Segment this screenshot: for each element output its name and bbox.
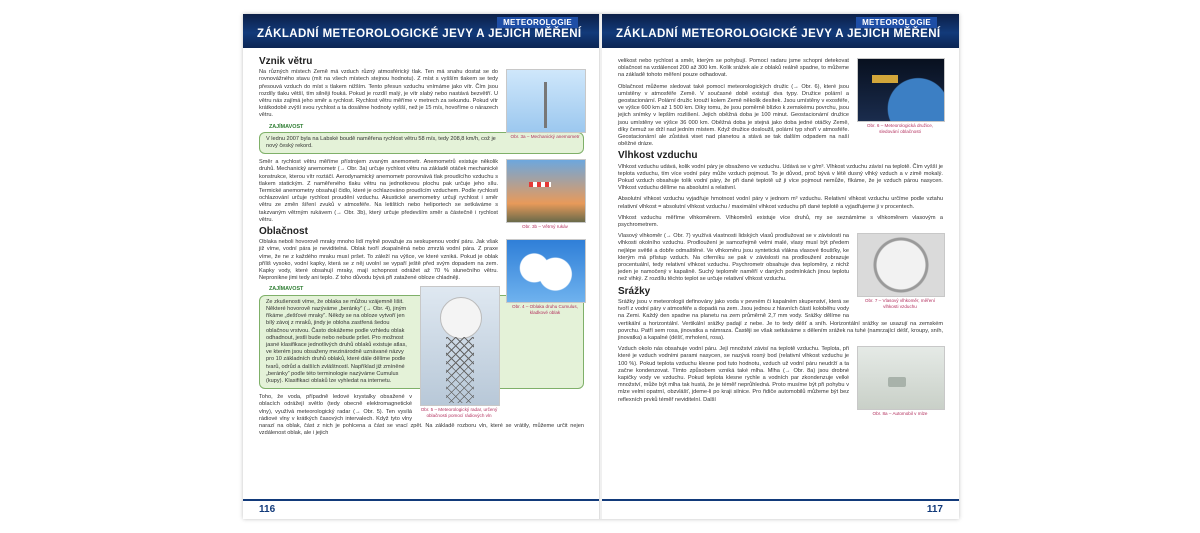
figure-caption: Obr. 5 – Meteorologický radar, určený oblačnosti pomocí rádiových vln xyxy=(420,407,498,419)
paragraph: Vlhkost vzduchu měříme vlhkoměrem. Vlhkoměrů existuje více druhů, my se seznámíme s vlhkoměrem vlasovým a psychrometrem. xyxy=(618,214,943,229)
right-page-content xyxy=(618,58,943,493)
figure-caption: Obr. 8a – Automobil v mlze xyxy=(872,411,928,417)
paragraph: Srážky jsou v meteorologii definovány jako voda v pevném či kapalném skupenství, která se tvoří z vodní páry v atmosféře a dopadá na zem. Jsou jednou z hlavních částí koloběhu vody na Zemi. Každý den spadne na planetu na zem průměrně 2,7 mm vody. Srážky dělíme na vertikální a horizontální. Vertikální srážky padají z nebe. Je to tedy déšť a sníh. Horizontální srážky se usazují na zemském povrchu. Patří sem rosa, jinovatka a námraza. Častěji se však setkáváme s dělením srážek na tuhé (namrzající déšť, kroupy, sníh, jinovatka) a kapalné (déšť, mrholení, rosa). xyxy=(618,298,943,341)
left-page-content xyxy=(259,58,584,493)
page-title: ZÁKLADNÍ METEOROLOGICKÉ JEVY A JEJICH MĚŘENÍ xyxy=(616,28,941,40)
satellite-photo xyxy=(857,58,945,122)
page-footer xyxy=(602,499,959,519)
page-header-band xyxy=(243,14,600,48)
section-tag: METEOROLOGIE xyxy=(497,17,578,28)
heading-oblacnost: Oblačnost xyxy=(259,226,308,238)
section-tag: METEOROLOGIE xyxy=(856,17,937,28)
right-page xyxy=(602,14,959,519)
windsock-photo xyxy=(506,159,586,223)
paragraph: Oblaka neboli hovorově mraky mnoho lidí mylně považuje za seskupenou vodní páru. Jak však již víme, vodní pára je neviditelná. Oblak tvoří zkapalněná nebo zmrzlá vodní pára. Z praxe víme, že ne z každého mraku musí pršet. To záleží na výšce, ve které vzniká. Pokud je oblak příliš vysoko, vodní kapky, která se z něj uvolní se vypaří ještě před svým dopadem na zem. Kapky vody, které obsahují mraky, mají schopnost odrážet až 70 % slunečního větru. Nepronikne jimi tedy ani teplo. Z toho důvodu bývá při zatažené obloze chladněji. xyxy=(259,239,498,282)
fog-photo xyxy=(857,346,945,410)
zajimavost-text: V lednu 2007 byla na Labské boudě naměřena rychlost větru 58 m/s, tedy 208,8 km/h, což je nový český rekord. xyxy=(266,135,496,150)
zajimavost-label: ZAJÍMAVOST xyxy=(269,286,304,293)
page-title: ZÁKLADNÍ METEOROLOGICKÉ JEVY A JEJICH MĚŘENÍ xyxy=(257,28,582,40)
page-footer xyxy=(243,499,600,519)
paragraph: Vlhkost vzduchu udává, kolik vodní páry je obsaženo ve vzduchu. Udává se v g/m³. Vlhkost vzduchu závisí na teplotě. Čím vyšší je teplota vzduchu, tím více vodní páry může vzduch pojmout. To je důvod, proč bývá v létě dusný vlhký vzduch a v zimě mokalý. Pokud vzduch obsahuje tolik vodní páry, že při dané teplotě už ji více pojmout nemůže, říkáme, že je vzduch párou nasycen. Vlhkost vzduchu dělíme na absolutní a relativní. xyxy=(618,163,943,192)
paragraph: Na různých místech Země má vzduch různý atmosférický tlak. Ten má snahu dostat se do rovnovážného stavu (mít na všech místech stejnou hodnotu). Z míst s vyšším tlakem se tedy přesouvá vzduch do míst s tlakem nižším. Tento přesun vzduchu vnímáme jako vítr. Čím jsou rozdíly tlaku větší, tím silněji fouká. Pokud je rozdíl malý, je vítr slabý nebo nastává bezvětří. U větru nás zajímá jeho směr a rychlost. Rychlost větru měříme v metrech za sekundu. Pokud vítr krátkodobě zvýší svou rychlost a ta dosáhne hodnoty vyšší, než je 15 m/s, hovoříme o nárazech větru. xyxy=(259,69,498,119)
heading-vznik-vetru: Vznik větru xyxy=(259,56,313,67)
figure-caption: Obr. 3b – Větrný rukáv xyxy=(522,224,568,230)
clouds-photo xyxy=(506,239,586,303)
paragraph: Absolutní vlhkost vzduchu vyjadřuje hmotnost vodní páry v jednom m³ vzduchu. Relativní vlhkost vzduchu určíme podle vztahu relativní vlhkost = absolutní vlhkost vzduchu / maximální vlhkost vzduchu při dané teplotě a vyjadřujeme ji v procentech. xyxy=(618,196,943,210)
figure-windsock xyxy=(506,159,584,230)
page-number: 117 xyxy=(926,504,943,515)
zajimavost-label: ZAJÍMAVOST xyxy=(269,123,304,130)
footer-rule xyxy=(243,499,600,501)
zajimavost-text: Ze zkušenosti víme, že oblaka se můžou vzájemně lišit. Některé hovorově nazýváme „beránky“ (→ Obr. 4), jiným říkáme „dešťové mraky“. Někdy se na obloze vytvoří jen bílý závoj z mraků, jindy je obloha zastřená šedou oblačnou vrstvou. Často dokážeme podle vzhledu oblak odhadnout, jestli bude nebo nebude pršet. Pro možnost jasné klasifikace jednotlivých druhů oblaků existuje atlas, ve kterém jsou obsaženy mezinárodně uznávané názvy pro 10 základních druhů oblaků, které dále dělíme podle tvarů, odrůd a dalších zvláštností. Například již zmíněné „beránky“ podle této terminologie nazýváme Cumulus (kupy). Klasifikaci oblaků lze vyhledat na internetu. xyxy=(266,298,407,384)
book-spread xyxy=(243,14,959,519)
figure-fog xyxy=(857,346,943,417)
figure-clouds xyxy=(506,239,584,315)
radar-photo xyxy=(420,286,500,406)
paragraph: velikost nebo rychlost a směr, kterým se pohybují. Pomocí radaru jsme schopni detekovat oblačnost na vzdálenost 200 až 300 km. Kolik srážek ale z oblaků reálně spadne, to můžeme na základě tohoto měření pouze odhadovat. xyxy=(618,58,849,79)
figure-radar xyxy=(420,286,498,418)
heading-srazky: Srážky xyxy=(618,285,651,297)
paragraph: Vlasový vlhkoměr (→ Obr. 7) využívá vlastnosti lidských vlasů prodlužovat se v závislosti na vlhkosti okolního vzduchu. Prodloužení je samozřejmě velmi malé, vlasy musí být předem nejlépe světlé a dobře odmaštěné. Ve vlhkoměru jsou syntetická vlákna vlasové tloušťky, ke kterým má přístup vzduch. Na ciferníku se pak v závislosti na prodloužení zobrazuje procentuální, tedy relativní vlhkost vzduchu. Psychrometr obsahuje dva teploměry, z nichž jeden je namočený v kapalině. Suchý teploměr naměří v daných podmínkách jinou teplotu než vlhký. Z rozdílu těchto teplot se určuje relativní vlhkost vzduchu. xyxy=(618,233,849,283)
figure-caption: Obr. 6 – Meteorologická družice, sledování oblačnosti xyxy=(866,123,934,134)
figure-caption: Obr. 3a – Mechanický anemometr xyxy=(510,134,580,140)
paragraph: Směr a rychlost větru měříme přístrojem zvaným anemometr. Anemometrů existuje několik druhů. Mechanický anemometr (→ Obr. 3a) určuje rychlost větru na základě otáček mechanické konstrukce, kterou vítr roztáčí. Aerodynamický anemometr porovnává tlak proudícího vzduchu s tlakem statickým. Z naměřeného tlaku větru na jednotkovou plochu pak určuje jeho sílu. Termické anemometry obsahují čidlo, které je ochlazováno proudícím vzduchem. Podle rychlosti ochlazování určuje rychlost proudění vzduchu. Akustické anemometry určují rychlost i směr větru ze změn šíření zvuků v atmosféře. Na letištích nebo heliportech se setkáváme s takzvaným větrným rukávem (→ Obr. 3b), který určuje především směr a částečně i rychlost větru. xyxy=(259,159,498,223)
figure-caption: Obr. 4 – Oblaka druhu Cumulus, kladkové oblak xyxy=(512,304,578,315)
paragraph: Oblačnost můžeme sledovat také pomocí meteorologických družic (→ Obr. 6), které jsou umístěny v atmosféře Země. V současné době existují dva typy. Družice polární a geostacionární. Polární družic krouží kolem Země několik desítek. Jsou umístěny v exosféře, ve výšce 600 km až 1 500 km. Díky tomu, že jsou poměrně blízko k zemskému povrchu, jsou jejich snímky v lepším rozlišení. Jejich oběžná doba je 100 minut. Geostacionární družice jsou umístěny ve výšce 36 000 km. Oběžná doba je stejná jako doba jedné otáčky Země, díky čemuž se drží nad jedním místem. Když družice dosloužil, polární typ shoří v atmosféře. Geostacionární ale zůstává viset nad planetou a stává se tak dalším odpadem na naší oběžné dráze. xyxy=(618,83,849,148)
figure-satellite xyxy=(857,58,943,134)
hygrometer-photo xyxy=(857,233,945,297)
page-header-band xyxy=(602,14,959,48)
figure-anemometer xyxy=(506,69,584,140)
page-number: 116 xyxy=(259,504,276,515)
left-page xyxy=(243,14,600,519)
paragraph: Toho, že voda, případně ledové krystalky obsažené v oblacích odrážejí světlo (tedy obecně elektromagnetické vlny), využívá meteorologický radar (→ Obr. 5). Ten vysílá rádiové vlny v krátkých časových intervalech. Když tyto vlny narazí na oblak, část z nich je pohlcena a část se vrací zpět. Na základě rozboru vln, které se vrátily, můžeme určit nejen vzdálenost oblak, ale i jejich xyxy=(259,394,584,437)
figure-caption: Obr. 7 – Vlasový vlhkoměr, měření vlhkosti vzduchu xyxy=(864,298,936,309)
heading-vlhkost: Vlhkost vzduchu xyxy=(618,150,698,162)
figure-hygrometer xyxy=(857,233,943,309)
paragraph: Vzduch okolo nás obsahuje vodní páru. Její množství závisí na teplotě vzduchu. Teplota, při které je vzduch vodními parami nasycen, se nazývá rosný bod (relativní vlhkost vzduchu je 100 %). Pokud teplota vzduchu klesne pod tuto hodnotu, vzduch už vodní páru neudrží a ta začne kondenzovat. Tímto způsobem vzniká také mlha. Mlha (→ Obr. 8a) jsou drobné kapičky vody ve vzduchu. Pokud teplota klesne rychle a vodních par zkondenzuje velké množství, může být mlha tak hustá, že je téměř neprůhledná. Proto musíme být při pohybu v mlze velmi opatrní, obzvlášť, jdeme-li po kraji silnice. Pro řidiče automobilů můžeme být bez reflexních prvků téměř neviditelní. Další xyxy=(618,346,849,403)
footer-rule xyxy=(602,499,959,501)
anemometer-photo xyxy=(506,69,586,133)
